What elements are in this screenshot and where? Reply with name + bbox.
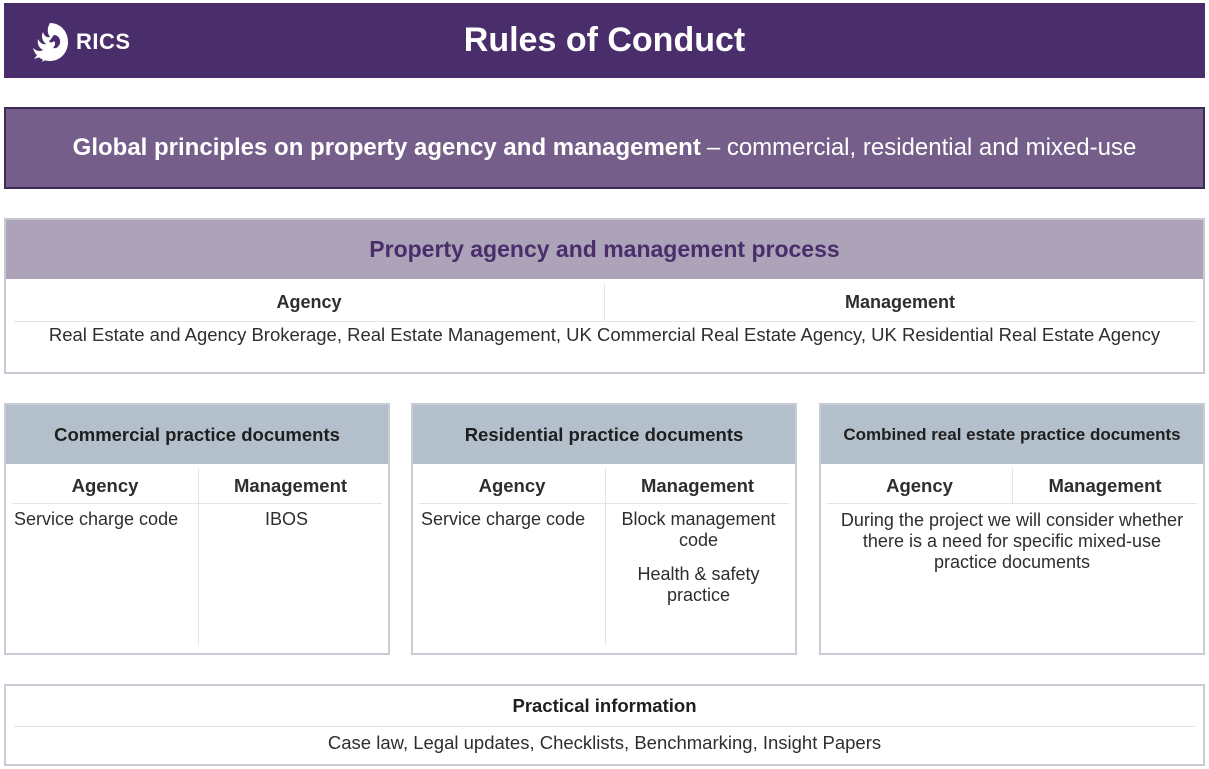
residential-agency-header: Agency	[419, 468, 606, 503]
commercial-documents-box	[4, 403, 390, 655]
process-management-header: Management	[844, 292, 956, 312]
residential-management-item: Block management code	[621, 509, 776, 550]
commercial-management-header: Management	[233, 474, 348, 496]
residential-documents-box	[411, 403, 797, 655]
process-column-headers	[14, 284, 1195, 322]
combined-body	[827, 504, 1197, 645]
principles-title: Global principles on property agency and management	[72, 134, 701, 161]
combined-title: Combined real estate practice documents	[821, 405, 1203, 464]
residential-column-headers	[419, 468, 789, 504]
practical-title: Practical information	[14, 686, 1195, 727]
process-box	[4, 218, 1205, 374]
residential-body	[419, 504, 789, 645]
header-banner	[4, 3, 1205, 78]
combined-description: During the project we will consider whether there is a need for specific mixed-use practice documents	[840, 510, 1184, 572]
combined-agency-header: Agency	[827, 468, 1013, 503]
page-title: Rules of Conduct	[463, 21, 746, 59]
residential-management-item: Health & safety practice	[637, 564, 760, 605]
process-agency-header: Agency	[14, 284, 605, 321]
commercial-title: Commercial practice documents	[6, 405, 388, 464]
residential-management-list	[606, 504, 789, 645]
practical-information-box	[4, 684, 1205, 766]
global-principles-box	[4, 107, 1205, 189]
residential-agency-item: Service charge code	[419, 504, 606, 645]
commercial-body	[12, 504, 382, 645]
process-title: Property agency and management process	[6, 220, 1203, 279]
combined-documents-box	[819, 403, 1205, 655]
commercial-column-headers	[12, 468, 382, 504]
commercial-management-item: IBOS	[264, 509, 308, 529]
practical-description: Case law, Legal updates, Checklists, Benchmarking, Insight Papers	[327, 732, 882, 753]
principles-subtitle: – commercial, residential and mixed-use	[706, 134, 1137, 161]
residential-management-header: Management	[640, 474, 755, 496]
combined-column-headers	[827, 468, 1197, 504]
combined-management-header: Management	[1048, 474, 1162, 496]
commercial-agency-header: Agency	[12, 468, 199, 503]
residential-title: Residential practice documents	[413, 405, 795, 464]
commercial-agency-item: Service charge code	[12, 504, 199, 645]
process-description: Real Estate and Agency Brokerage, Real Estate Management, UK Commercial Real Estate Agency, UK Residential Real Estate Agency	[48, 324, 1161, 345]
logo-text: RICS	[76, 29, 131, 54]
